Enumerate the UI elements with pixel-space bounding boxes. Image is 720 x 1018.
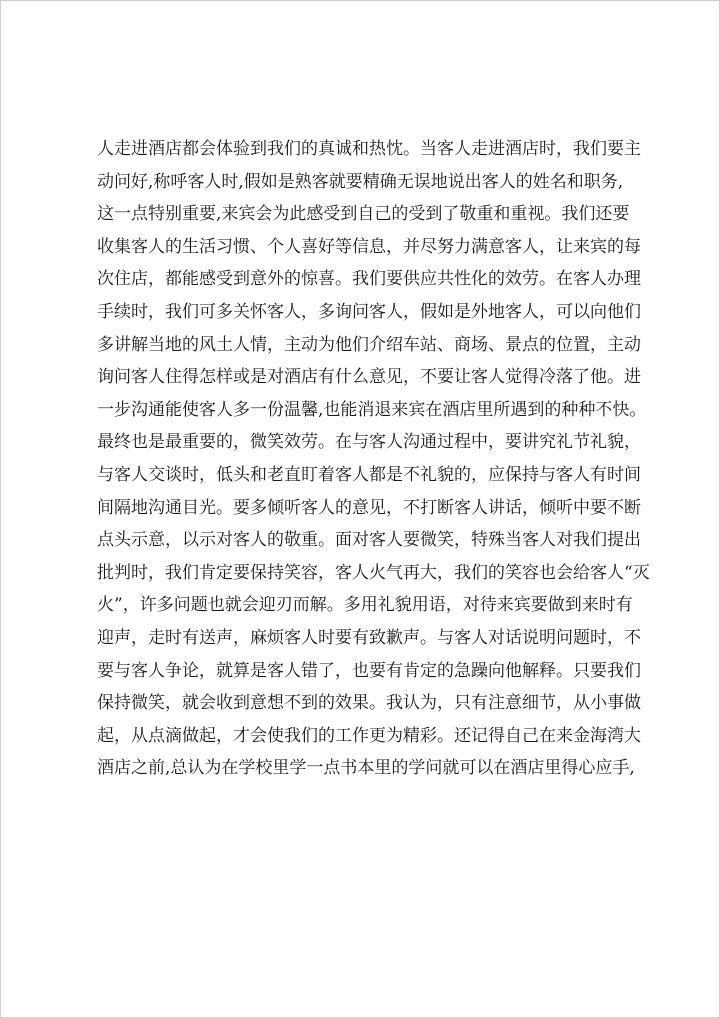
- text-line: 一步沟通能使客人多一份温馨,也能消退来宾在酒店里所遇到的种种不快。: [97, 399, 647, 420]
- text-line: 火”，许多问题也就会迎刃而解。多用礼貌用语，对待来宾要做到来时有: [97, 595, 633, 616]
- text-line: 次住店，都能感受到意外的惊喜。我们要供应共性化的效劳。在客人办理: [97, 269, 641, 290]
- text-line: 要与客人争论，就算是客人错了，也要有肯定的急躁向他解释。只要我们: [97, 660, 641, 681]
- text-line: 手续时，我们可多关怀客人，多询问客人，假如是外地客人，可以向他们: [97, 301, 641, 322]
- text-line: 批判时，我们肯定要保持笑容，客人火气再大，我们的笑容也会给客人“灭: [97, 562, 650, 583]
- text-line: 迎声，走时有送声，麻烦客人时要有致歉声。与客人对话说明问题时，不: [97, 627, 641, 648]
- text-line: 动问好,称呼客人时,假如是熟客就要精确无误地说出客人的姓名和职务,: [97, 171, 624, 192]
- text-line: 最终也是最重要的，微笑效劳。在与客人沟通过程中，要讲究礼节礼貌，: [97, 432, 641, 453]
- text-line: 人走进酒店都会体验到我们的真诚和热忱。当客人走进酒店时，我们要主: [97, 139, 641, 159]
- text-line: 酒店之前,总认为在学校里学一点书本里的学问就可以在酒店里得心应手,: [97, 758, 635, 779]
- text-line: 间隔地沟通目光。要多倾听客人的意见，不打断客人讲话，倾听中要不断: [97, 497, 641, 518]
- text-line: 多讲解当地的风土人情，主动为他们介绍车站、商场、景点的位置，主动: [97, 334, 641, 355]
- text-line: 点头示意，以示对客人的敬重。面对客人要微笑，特殊当客人对我们提出: [97, 530, 641, 551]
- text-line: 询问客人住得怎样或是对酒店有什么意见，不要让客人觉得冷落了他。进: [97, 367, 641, 388]
- text-line: 保持微笑，就会收到意想不到的效果。我认为，只有注意细节，从小事做: [97, 693, 641, 714]
- text-line: 与客人交谈时，低头和老直盯着客人都是不礼貌的，应保持与客人有时间: [97, 464, 641, 485]
- text-line: 起，从点滴做起，才会使我们的工作更为精彩。还记得自己在来金海湾大: [97, 725, 641, 746]
- text-line: 收集客人的生活习惯、个人喜好等信息，并尽努力满意客人，让来宾的每: [97, 236, 641, 257]
- body-text: [97, 133, 650, 785]
- text-line: 这一点特别重要,来宾会为此感受到自己的受到了敬重和重视。我们还要: [97, 204, 630, 225]
